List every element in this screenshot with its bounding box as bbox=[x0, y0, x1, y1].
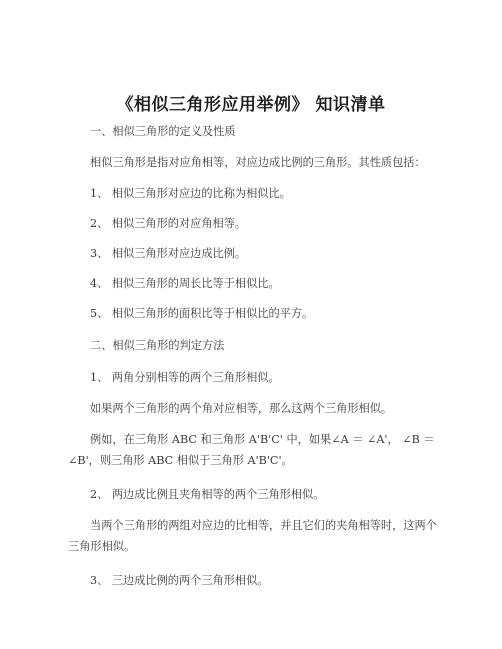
section-intro-text: 相似三角形是指对应角相等，对应边成比例的三角形。其性质包括： bbox=[90, 156, 426, 169]
method-3-heading: 3、 三边成比例的两个三角形相似。 bbox=[90, 574, 269, 587]
method-2-heading: 2、 两边成比例且夹角相等的两个三角形相似。 bbox=[90, 488, 325, 501]
section-heading-criteria: 二、相似三角形的判定方法 bbox=[90, 339, 225, 352]
method-2-description: 当两个三角形的两组对应边的比相等，并且它们的夹角相等时，这两个三角形相似。 bbox=[68, 519, 437, 553]
property-item-5: 5、 相似三角形的面积比等于相似比的平方。 bbox=[90, 307, 314, 320]
section-heading-definition: 一、相似三角形的定义及性质 bbox=[90, 125, 236, 138]
property-item-2: 2、 相似三角形的对应角相等。 bbox=[90, 217, 247, 230]
page-title: 《相似三角形应用举例》 知识清单 bbox=[116, 95, 386, 115]
method-1-description: 如果两个三角形的两个角对应相等，那么这两个三角形相似。 bbox=[90, 402, 393, 415]
property-item-1: 1、 相似三角形对应边的比称为相似比。 bbox=[90, 187, 291, 200]
property-item-3: 3、 相似三角形对应边成比例。 bbox=[90, 247, 247, 260]
method-1-heading: 1、 两角分别相等的两个三角形相似。 bbox=[90, 371, 280, 384]
property-item-4: 4、 相似三角形的周长比等于相似比。 bbox=[90, 277, 280, 290]
method-1-example: 例如，在三角形 ABC 和三角形 A'B'C' 中，如果∠A ＝ ∠A'， ∠B ＝ ∠B'，则三角形 ABC 相似于三角形 A'B'C'。 bbox=[68, 433, 435, 467]
